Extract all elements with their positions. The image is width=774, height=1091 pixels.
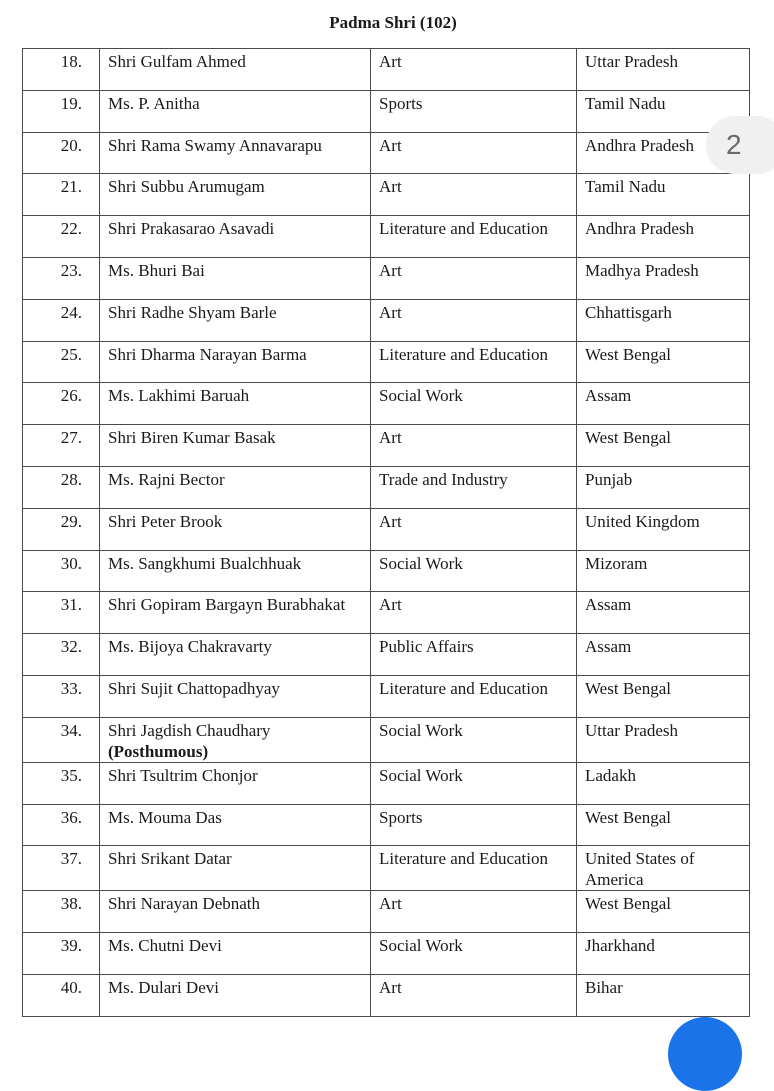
state-cell-text: Madhya Pradesh [585, 260, 699, 280]
state-cell [577, 804, 750, 846]
serial-number-cell-text: 31. [60, 595, 82, 615]
serial-number-cell-text: 34. [60, 720, 82, 740]
table-row [23, 762, 750, 804]
state-cell [577, 341, 750, 383]
field-cell-text: Literature and Education [379, 678, 548, 698]
state-cell-text: United States of America [585, 849, 695, 890]
field-cell [371, 762, 577, 804]
name-cell [100, 974, 371, 1016]
field-cell [371, 550, 577, 592]
field-cell-text: Art [379, 135, 402, 155]
serial-number-cell [23, 508, 100, 550]
name-cell-text: Shri Gopiram Bargayn Burabhakat [108, 595, 346, 615]
field-cell-text: Social Work [379, 936, 463, 956]
field-cell-text: Art [379, 428, 402, 448]
field-cell-text: Art [379, 894, 402, 914]
serial-number-cell-text: 20. [60, 135, 82, 155]
field-cell-text: Social Work [379, 765, 463, 785]
state-cell-text: Assam [585, 386, 632, 406]
field-cell-text: Literature and Education [379, 344, 548, 364]
state-cell [577, 383, 750, 425]
document-title: Padma Shri (102) [329, 13, 457, 32]
field-cell [371, 425, 577, 467]
state-cell-text: Uttar Pradesh [585, 720, 679, 740]
state-cell [577, 891, 750, 933]
name-cell-text: Ms. Dulari Devi [108, 977, 219, 997]
serial-number-cell [23, 933, 100, 975]
table-row [23, 299, 750, 341]
name-cell [100, 846, 371, 891]
field-cell [371, 466, 577, 508]
table-row [23, 132, 750, 174]
name-cell-text: Shri Sujit Chattopadhyay [108, 678, 280, 698]
name-cell-text: Shri Dharma Narayan Barma [108, 344, 307, 364]
serial-number-cell [23, 174, 100, 216]
name-cell [100, 216, 371, 258]
state-cell [577, 846, 750, 891]
serial-number-cell-text: 38. [60, 894, 82, 914]
serial-number-cell-text: 33. [60, 678, 82, 698]
name-cell-text: Ms. Rajni Bector [108, 469, 225, 489]
name-cell-text: Ms. Sangkhumi Bualchhuak [108, 553, 302, 573]
name-cell-text: Ms. Mouma Das [108, 807, 222, 827]
state-cell [577, 508, 750, 550]
field-cell [371, 891, 577, 933]
field-cell [371, 933, 577, 975]
serial-number-cell-text: 23. [60, 260, 82, 280]
serial-number-cell [23, 341, 100, 383]
serial-number-cell-text: 18. [60, 52, 82, 71]
name-cell-text: Shri Peter Brook [108, 511, 223, 531]
table-row [23, 383, 750, 425]
name-cell-text: Shri Narayan Debnath [108, 894, 261, 914]
state-cell-text: Tamil Nadu [585, 93, 666, 113]
name-cell [100, 717, 371, 762]
name-cell [100, 804, 371, 846]
state-cell [577, 675, 750, 717]
serial-number-cell [23, 425, 100, 467]
page-number: 2 [726, 129, 742, 160]
serial-number-cell-text: 37. [60, 849, 82, 869]
field-cell [371, 717, 577, 762]
state-cell [577, 717, 750, 762]
serial-number-cell [23, 466, 100, 508]
field-cell [371, 675, 577, 717]
serial-number-cell-text: 26. [60, 386, 82, 406]
field-cell-text: Art [379, 977, 402, 997]
serial-number-cell [23, 132, 100, 174]
name-cell [100, 762, 371, 804]
serial-number-cell [23, 891, 100, 933]
field-cell [371, 974, 577, 1016]
state-cell [577, 425, 750, 467]
name-cell [100, 466, 371, 508]
state-cell [577, 466, 750, 508]
serial-number-cell [23, 299, 100, 341]
state-cell-text: United Kingdom [585, 511, 700, 531]
serial-number-cell [23, 216, 100, 258]
field-cell [371, 257, 577, 299]
name-cell [100, 592, 371, 634]
serial-number-cell [23, 974, 100, 1016]
serial-number-cell-text: 39. [60, 936, 82, 956]
serial-number-cell-text: 28. [60, 469, 82, 489]
field-cell-text: Public Affairs [379, 637, 474, 657]
name-cell-text: Shri Gulfam Ahmed [108, 52, 246, 71]
table-row [23, 550, 750, 592]
state-cell-text: Punjab [585, 469, 633, 489]
serial-number-cell-text: 25. [60, 344, 82, 364]
field-cell-text: Art [379, 177, 402, 197]
name-cell [100, 341, 371, 383]
table-row [23, 634, 750, 676]
table-row [23, 717, 750, 762]
table-row [23, 891, 750, 933]
serial-number-cell-text: 32. [60, 637, 82, 657]
table-row [23, 90, 750, 132]
table-row [23, 341, 750, 383]
serial-number-cell [23, 49, 100, 91]
serial-number-cell [23, 717, 100, 762]
name-cell [100, 90, 371, 132]
serial-number-cell [23, 592, 100, 634]
field-cell [371, 846, 577, 891]
serial-number-cell-text: 21. [60, 177, 82, 197]
state-cell [577, 933, 750, 975]
name-cell [100, 257, 371, 299]
serial-number-cell [23, 550, 100, 592]
name-cell-text: Shri Jagdish Chaudhary [108, 720, 271, 740]
state-cell-text: Bihar [585, 977, 623, 997]
floating-action-button[interactable] [668, 1017, 742, 1091]
name-cell-text: Shri Subbu Arumugam [108, 177, 265, 197]
table-row [23, 933, 750, 975]
state-cell [577, 974, 750, 1016]
name-cell [100, 383, 371, 425]
table-row [23, 216, 750, 258]
state-cell-text: Jharkhand [585, 936, 655, 956]
serial-number-cell [23, 762, 100, 804]
page-indicator [706, 116, 774, 174]
table-body [23, 49, 750, 1017]
state-cell [577, 762, 750, 804]
name-cell-text: Shri Tsultrim Chonjor [108, 765, 258, 785]
state-cell-text: West Bengal [585, 807, 671, 827]
field-cell-text: Art [379, 260, 402, 280]
field-cell-text: Sports [379, 93, 423, 113]
table-row [23, 846, 750, 891]
field-cell [371, 592, 577, 634]
state-cell [577, 550, 750, 592]
state-cell-text: Assam [585, 637, 632, 657]
state-cell-text: Andhra Pradesh [585, 135, 695, 155]
field-cell [371, 216, 577, 258]
name-cell-text: Shri Radhe Shyam Barle [108, 302, 277, 322]
serial-number-cell-text: 36. [60, 807, 82, 827]
field-cell-text: Trade and Industry [379, 469, 508, 489]
serial-number-cell-text: 40. [60, 977, 82, 997]
field-cell [371, 634, 577, 676]
field-cell-text: Art [379, 52, 402, 71]
field-cell [371, 341, 577, 383]
state-cell [577, 49, 750, 91]
posthumous-note: (Posthumous) [108, 741, 209, 761]
state-cell [577, 257, 750, 299]
name-cell-text: Ms. Chutni Devi [108, 936, 222, 956]
name-cell [100, 550, 371, 592]
field-cell-text: Art [379, 511, 402, 531]
name-cell [100, 508, 371, 550]
field-cell [371, 299, 577, 341]
name-cell-text: Shri Rama Swamy Annavarapu [108, 135, 322, 155]
name-cell [100, 891, 371, 933]
state-cell-text: West Bengal [585, 344, 671, 364]
table-row [23, 804, 750, 846]
name-cell-text: Ms. P. Anitha [108, 93, 200, 113]
field-cell-text: Literature and Education [379, 219, 548, 239]
name-cell [100, 933, 371, 975]
state-cell [577, 592, 750, 634]
name-cell [100, 49, 371, 91]
field-cell-text: Sports [379, 807, 423, 827]
state-cell-text: Andhra Pradesh [585, 219, 695, 239]
serial-number-cell-text: 35. [60, 765, 82, 785]
field-cell-text: Art [379, 302, 402, 322]
state-cell [577, 216, 750, 258]
field-cell [371, 132, 577, 174]
serial-number-cell [23, 846, 100, 891]
state-cell-text: Assam [585, 595, 632, 615]
name-cell [100, 634, 371, 676]
serial-number-cell-text: 27. [60, 428, 82, 448]
field-cell-text: Social Work [379, 553, 463, 573]
name-cell-text: Shri Srikant Datar [108, 849, 232, 869]
name-cell-text: Shri Biren Kumar Basak [108, 428, 276, 448]
state-cell-text: West Bengal [585, 678, 671, 698]
serial-number-cell-text: 30. [60, 553, 82, 573]
state-cell-text: Tamil Nadu [585, 177, 666, 197]
state-cell [577, 299, 750, 341]
name-cell-text: Ms. Bijoya Chakravarty [108, 637, 272, 657]
serial-number-cell [23, 383, 100, 425]
serial-number-cell [23, 257, 100, 299]
field-cell-text: Social Work [379, 386, 463, 406]
table-row [23, 425, 750, 467]
field-cell-text: Social Work [379, 720, 463, 740]
field-cell [371, 90, 577, 132]
serial-number-cell [23, 804, 100, 846]
state-cell-text: Uttar Pradesh [585, 52, 679, 71]
table-row [23, 508, 750, 550]
state-cell-text: Mizoram [585, 553, 648, 573]
field-cell [371, 804, 577, 846]
serial-number-cell-text: 24. [60, 302, 82, 322]
state-cell-text: Ladakh [585, 765, 636, 785]
table-row [23, 592, 750, 634]
field-cell [371, 174, 577, 216]
name-cell [100, 299, 371, 341]
name-cell-text: Ms. Lakhimi Baruah [108, 386, 250, 406]
state-cell [577, 174, 750, 216]
state-cell-text: West Bengal [585, 428, 671, 448]
table-row [23, 974, 750, 1016]
serial-number-cell-text: 22. [60, 219, 82, 239]
state-cell-text: West Bengal [585, 894, 671, 914]
name-cell-text: Shri Prakasarao Asavadi [108, 219, 275, 239]
name-cell [100, 174, 371, 216]
table-row [23, 49, 750, 91]
awardees-table [22, 48, 750, 1017]
field-cell [371, 508, 577, 550]
state-cell [577, 634, 750, 676]
name-cell [100, 425, 371, 467]
state-cell-text: Chhattisgarh [585, 302, 672, 322]
field-cell-text: Art [379, 595, 402, 615]
serial-number-cell-text: 29. [60, 511, 82, 531]
field-cell [371, 49, 577, 91]
serial-number-cell-text: 19. [60, 93, 82, 113]
field-cell [371, 383, 577, 425]
name-cell [100, 675, 371, 717]
table-row [23, 257, 750, 299]
serial-number-cell [23, 90, 100, 132]
table-row [23, 174, 750, 216]
name-cell-text: Ms. Bhuri Bai [108, 260, 205, 280]
table-row [23, 466, 750, 508]
field-cell-text: Literature and Education [379, 849, 548, 869]
name-cell [100, 132, 371, 174]
serial-number-cell [23, 634, 100, 676]
table-row [23, 675, 750, 717]
serial-number-cell [23, 675, 100, 717]
